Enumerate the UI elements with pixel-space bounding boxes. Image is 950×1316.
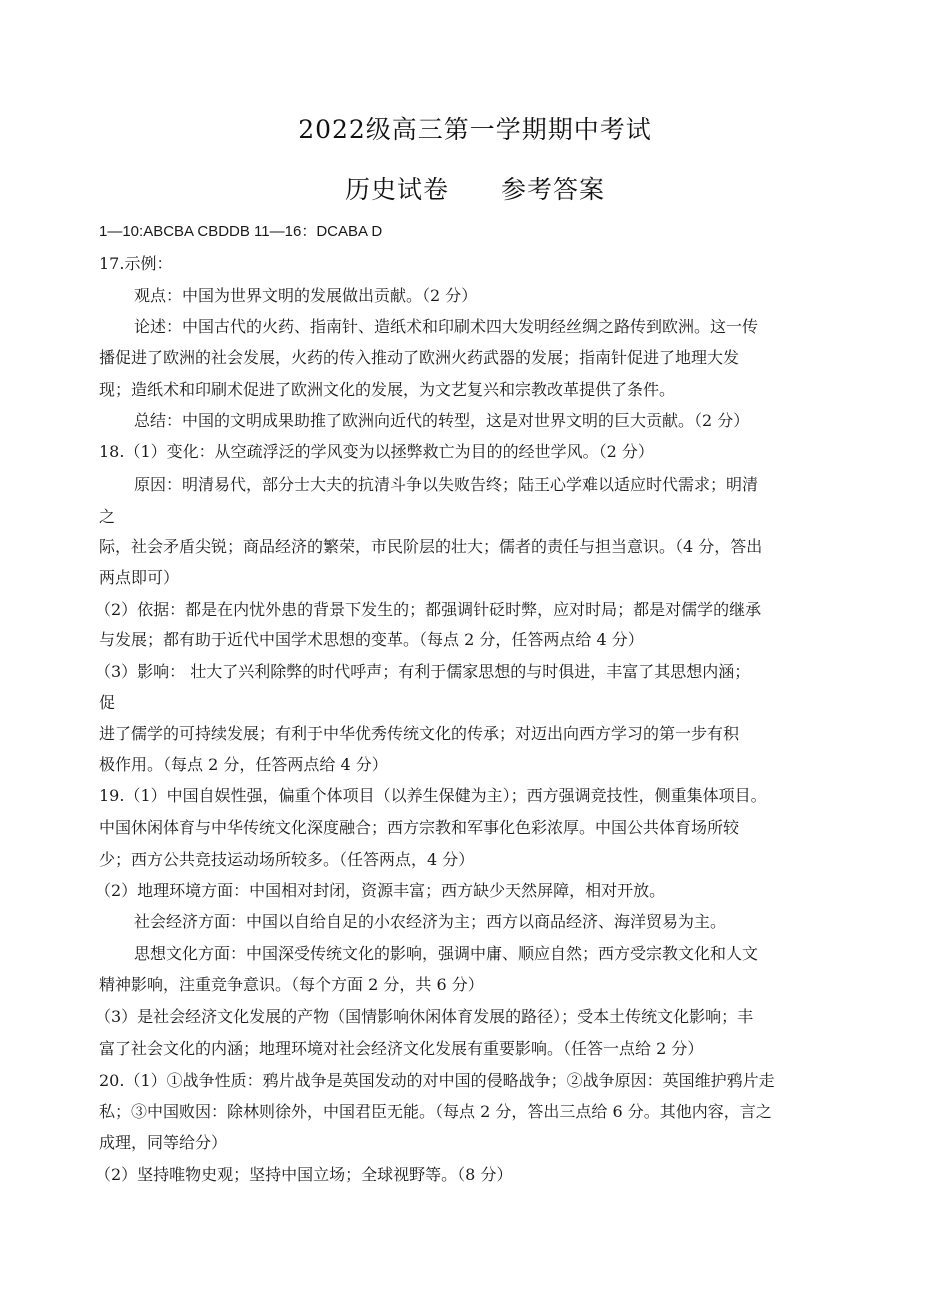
q17-argument-line: 现；造纸术和印刷术促进了欧洲文化的发展，为文艺复兴和宗教改革提供了条件。 — [99, 380, 676, 399]
q19-part2-line: （2）地理环境方面：中国相对封闭，资源丰富；西方缺少天然屏障，相对开放。 — [95, 881, 666, 900]
q18-part2-line: 与发展；都有助于近代中国学术思想的变革。（每点 2 分，任答两点给 4 分） — [99, 630, 644, 649]
q18-reason-line: 两点即可） — [99, 568, 180, 587]
q18-reason-line: 之 — [99, 507, 116, 526]
q18-part3-line: 促 — [99, 693, 116, 712]
q19-part1-line: 中国休闲体育与中华传统文化深度融合；西方宗教和军事化色彩浓厚。中国公共体育场所较 — [99, 818, 740, 837]
q18-reason-line: 际，社会矛盾尖锐；商品经济的繁荣，市民阶层的壮大；儒者的责任与担当意识。（4 分，答出 — [99, 537, 763, 556]
q17-heading: 17.示例： — [99, 254, 173, 273]
q17-summary: 总结：中国的文明成果助推了欧洲向近代的转型，这是对世界文明的巨大贡献。（2 分） — [134, 411, 750, 430]
q20-part1-line: 成理，同等给分） — [99, 1133, 228, 1152]
q17-argument-line: 播促进了欧洲的社会发展，火药的传入推动了欧洲火药武器的发展；指南针促进了地理大发 — [99, 348, 740, 367]
subtitle-subject: 历史试卷 — [344, 175, 449, 204]
subtitle-answer-key: 参考答案 — [501, 175, 606, 204]
q19-part1-line: 19.（1）中国自娱性强，偏重个体项目（以养生保健为主）；西方强调竞技性，侧重集体项目。 — [99, 786, 767, 805]
q19-part3-line: 富了社会文化的内涵；地理环境对社会经济文化发展有重要影响。（任答一点给 2 分） — [99, 1039, 704, 1058]
q19-part2-line: 社会经济方面：中国以自给自足的小农经济为主；西方以商品经济、海洋贸易为主。 — [134, 912, 727, 931]
q18-part1: 18.（1）变化：从空疏浮泛的学风变为以拯弊救亡为目的的经世学风。（2 分） — [99, 442, 654, 461]
q20-part1-line: 私；③中国败因：除林则徐外，中国君臣无能。（每点 2 分，答出三点给 6 分。其他内容，言之 — [99, 1102, 772, 1121]
q20-part2: （2）坚持唯物史观；坚持中国立场；全球视野等。（8 分） — [95, 1165, 513, 1184]
q18-part2-line: （2）依据：都是在内忧外患的背景下发生的；都强调针砭时弊，应对时局；都是对儒学的继承 — [95, 600, 762, 619]
q17-viewpoint: 观点：中国为世界文明的发展做出贡献。（2 分） — [134, 286, 478, 305]
q19-part2-line: 精神影响，注重竞争意识。（每个方面 2 分，共 6 分） — [99, 975, 484, 994]
q19-part3-line: （3）是社会经济文化发展的产物（国情影响休闲体育发展的路径）；受本土传统文化影响；丰 — [95, 1007, 754, 1026]
q18-reason-line: 原因：明清易代，部分士大夫的抗清斗争以失败告终；陆王心学难以适应时代需求；明清 — [134, 475, 759, 494]
q18-part3-line: （3）影响： 壮大了兴利除弊的时代呼声；有利于儒家思想的与时俱进，丰富了其思想内涵； — [95, 662, 751, 681]
mc-answers: 1—10:ABCBA CBDDB 11—16：DCABA D — [99, 223, 383, 240]
q20-part1-line: 20.（1）①战争性质：鸦片战争是英国发动的对中国的侵略战争；②战争原因：英国维护鸦片走 — [99, 1071, 775, 1090]
q17-argument-line: 论述：中国古代的火药、指南针、造纸术和印刷术四大发明经丝绸之路传到欧洲。这一传 — [134, 317, 759, 336]
q19-part2-line: 思想文化方面：中国深受传统文化的影响，强调中庸、顺应自然；西方受宗教文化和人文 — [134, 944, 759, 963]
exam-title: 2022级高三第一学期期中考试 — [298, 115, 652, 144]
q19-part1-line: 少；西方公共竞技运动场所较多。（任答两点，4 分） — [99, 850, 475, 869]
q18-part3-line: 极作用。（每点 2 分，任答两点给 4 分） — [99, 755, 388, 774]
exam-subtitle — [0, 170, 950, 206]
q18-part3-line: 进了儒学的可持续发展；有利于中华优秀传统文化的传承；对迈出向西方学习的第一步有积 — [99, 724, 740, 743]
